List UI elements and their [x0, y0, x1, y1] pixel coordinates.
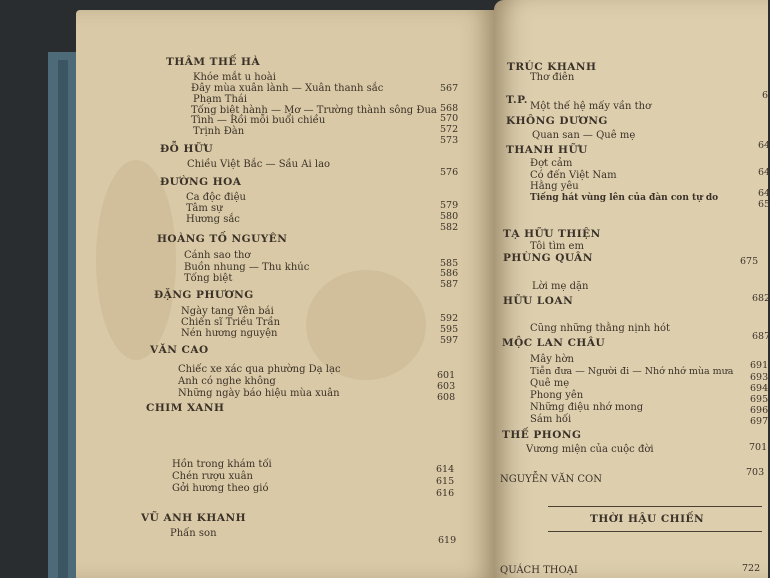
toc-entry: Thơ điên: [530, 72, 575, 83]
page-number: 614: [436, 464, 455, 475]
toc-entry: Đợt cảm: [530, 158, 573, 169]
author-heading: THANH HỮU: [506, 144, 588, 156]
author-heading: HOÀNG TỐ NGUYÊN: [157, 233, 288, 245]
page-number: 586: [440, 268, 459, 279]
toc-entry: Sám hối: [530, 414, 572, 425]
page-number: 703: [746, 467, 765, 478]
page-number: 608: [437, 392, 456, 403]
author-heading: ĐƯỜNG HOA: [160, 176, 242, 188]
author-heading: MỘC LAN CHÂU: [502, 337, 606, 349]
book-cover-shadow: [58, 60, 68, 578]
page-number: 585: [440, 258, 459, 269]
author-heading: PHÙNG QUÂN: [503, 252, 593, 264]
page-number: 576: [440, 167, 459, 178]
toc-entry: Phấn son: [170, 528, 217, 539]
page-number: 6: [762, 90, 769, 101]
page-number: 567: [440, 83, 459, 94]
author-heading: THÂM THẾ HÀ: [166, 56, 261, 68]
toc-entry: Ngày tang Yên bái: [181, 306, 274, 317]
page-number: 570: [440, 113, 459, 124]
page-number: 573: [440, 135, 459, 146]
toc-entry: Tiếng hát vùng lên của đàn con tự do: [530, 193, 719, 203]
toc-entry: Chén rượu xuân: [172, 471, 253, 482]
toc-entry: Gởi hương theo gió: [172, 483, 269, 494]
page-number: 701: [749, 442, 768, 453]
toc-entry: Có đến Việt Nam: [530, 170, 617, 181]
page-number: 64: [758, 167, 770, 178]
toc-entry: Mây hờn: [530, 354, 574, 365]
page-number: 595: [440, 324, 459, 335]
toc-entry: Trịnh Đàn: [193, 126, 245, 137]
author-heading: TẠ HỮU THIỆN: [503, 228, 601, 240]
toc-entry: Hương sắc: [186, 214, 240, 225]
author-heading: T.P.: [506, 94, 528, 106]
toc-entry: Tống biệt: [184, 273, 233, 284]
toc-entry: Tiễn đưa — Người đi — Nhớ nhớ mùa mưa: [530, 366, 734, 377]
toc-entry: Chiến sĩ Triều Trần: [181, 317, 281, 328]
page-number: 694: [750, 383, 769, 394]
toc-entry: Anh có nghe không: [178, 376, 276, 387]
page-number: 601: [437, 370, 456, 381]
page-number: 64: [758, 188, 770, 199]
page-number: 592: [440, 313, 459, 324]
toc-entry: Tôi tìm em: [530, 241, 584, 252]
toc-entry: Tống biệt hành — Mơ — Trường thành sông Đua: [191, 105, 437, 116]
section-divider-heading: THỜI HẬU CHIẾN: [590, 513, 705, 525]
divider-rule-top: [548, 506, 762, 507]
page-number: 619: [438, 535, 457, 546]
toc-entry: Quê mẹ: [530, 378, 570, 389]
toc-entry: Vương miện của cuộc đời: [526, 444, 654, 455]
page-number: 579: [440, 200, 459, 211]
toc-entry: Nén hương nguyện: [181, 328, 278, 339]
toc-entry: Cũng những thằng nịnh hót: [530, 323, 671, 334]
author-heading: ĐẶNG PHƯƠNG: [154, 289, 254, 301]
toc-entry: Hằng yêu: [530, 181, 579, 192]
page-number: 64: [758, 140, 770, 151]
page-number: 696: [750, 405, 769, 416]
page-stain: [96, 160, 176, 360]
page-number: 687: [752, 331, 770, 342]
toc-entry: Phạm Thái: [193, 94, 248, 105]
page-number: 603: [437, 381, 456, 392]
toc-entry: Những điệu nhớ mong: [530, 402, 644, 413]
page-number: 675: [740, 256, 759, 267]
toc-entry: Một thế hệ mấy vần thơ: [530, 101, 652, 112]
toc-entry: Phong yên: [530, 390, 584, 401]
page-number: 616: [436, 488, 455, 499]
page-number: 615: [436, 476, 455, 487]
page-number: 568: [440, 103, 459, 114]
toc-entry: Chiều Việt Bắc — Sầu Ai lao: [187, 159, 331, 170]
page-number: 572: [440, 124, 459, 135]
toc-entry: Ca độc điệu: [186, 192, 246, 203]
page-number: 597: [440, 335, 459, 346]
page-number: 693: [750, 372, 769, 383]
toc-entry: Lời mẹ dặn: [532, 281, 589, 292]
page-number: 682: [752, 293, 770, 304]
page-number: 65: [758, 199, 770, 210]
author-heading: HỮU LOAN: [503, 295, 574, 307]
toc-entry: Buồn nhung — Thu khúc: [184, 262, 310, 273]
author-heading: THẾ PHONG: [502, 429, 582, 441]
toc-entry: Chiếc xe xác qua phường Dạ lạc: [178, 364, 341, 375]
toc-entry: Đây mùa xuân lành — Xuân thanh sắc: [191, 83, 384, 94]
page-number: 691: [750, 360, 769, 371]
page-number: 587: [440, 279, 459, 290]
toc-entry: Quan san — Quê mẹ: [532, 130, 636, 141]
toc-entry: Tình — Rồi mỗi buổi chiều: [191, 115, 326, 126]
author-heading: VĂN CAO: [150, 344, 209, 356]
toc-entry: Hồn trong khám tối: [172, 459, 272, 470]
left-page: [76, 10, 494, 578]
divider-rule-bottom: [548, 531, 762, 532]
author-heading: TRÚC KHANH: [507, 61, 597, 73]
author-heading: QUÁCH THOẠI: [500, 565, 578, 576]
author-heading: NGUYỄN VĂN CON: [500, 474, 602, 485]
page-number: 697: [750, 416, 769, 427]
page-number: 722: [742, 563, 761, 574]
author-heading: VŨ ANH KHANH: [141, 512, 246, 524]
page-number: 582: [440, 222, 459, 233]
toc-entry: Khóe mắt u hoài: [193, 72, 276, 83]
toc-entry: Tâm sự: [186, 203, 223, 214]
page-number: 580: [440, 211, 459, 222]
toc-entry: Cánh sao thơ: [184, 250, 251, 261]
toc-entry: Những ngày báo hiệu mùa xuân: [178, 388, 340, 399]
page-number: 695: [750, 394, 769, 405]
author-heading: CHIM XANH: [146, 402, 225, 414]
author-heading: KHÔNG DƯƠNG: [506, 115, 608, 127]
author-heading: ĐỖ HỮU: [160, 143, 214, 155]
